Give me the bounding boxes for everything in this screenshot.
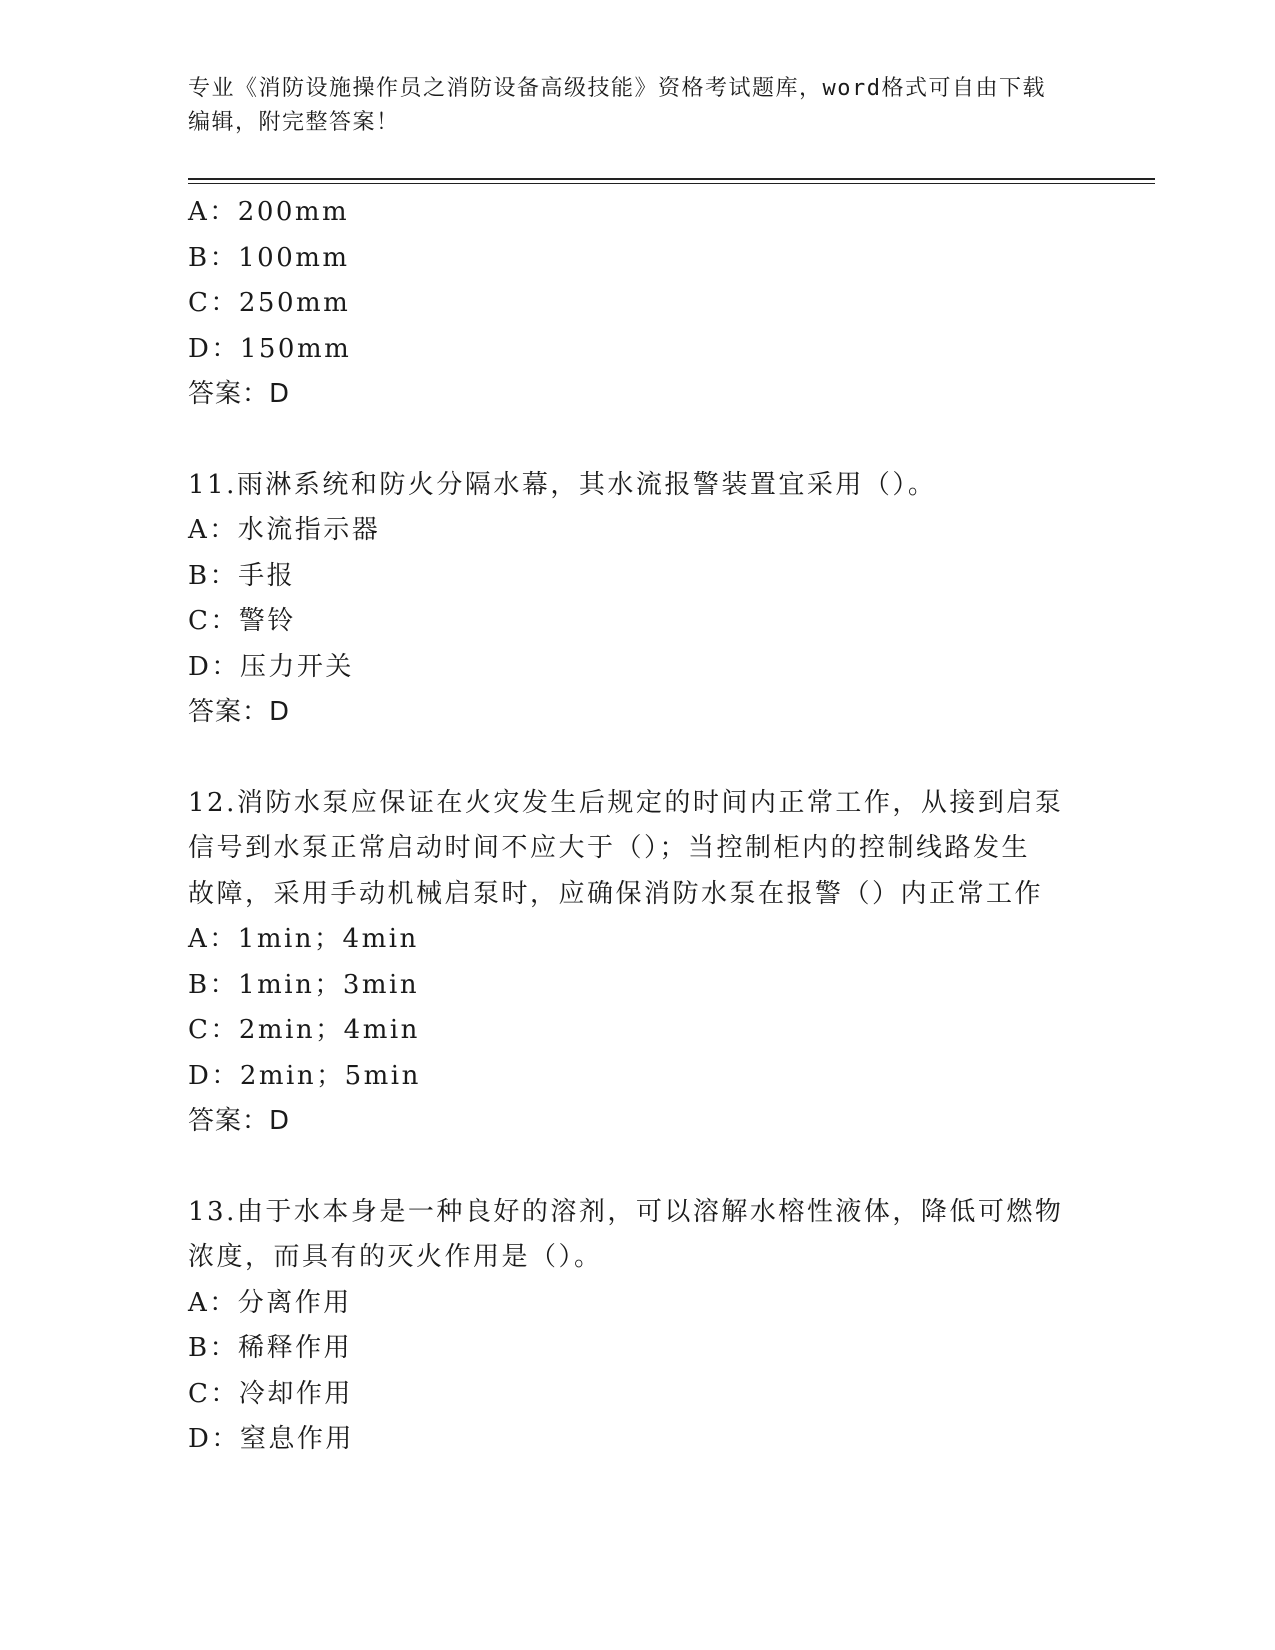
option-b: B：1min；3min [188,969,420,1000]
option-d: D：150mm [188,333,352,364]
option-a: A：水流指示器 [188,515,381,545]
question-11 [188,463,1088,736]
answer: 答案：D [188,379,291,409]
answer: 答案：D [188,697,291,727]
question-stem-line-3: 故障，采用手动机械启泵时，应确保消防水泵在报警（）内正常工作 [188,878,1044,909]
spacer [188,1145,1088,1190]
option-b: B：稀释作用 [188,1333,353,1363]
question-stem: 11.雨淋系统和防火分隔水幕，其水流报警装置宜采用（）。 [188,469,937,500]
spacer [188,736,1088,781]
option-c: C：警铃 [188,606,296,636]
option-c: C：冷却作用 [188,1378,353,1409]
option-d: D：窒息作用 [188,1424,354,1454]
header-divider-thin [188,183,1155,184]
option-b: B：100mm [188,242,350,273]
question-12 [188,781,1088,1145]
option-a: A：分离作用 [188,1287,352,1318]
question-10-continued [188,190,1088,418]
answer: 答案：D [188,1106,291,1136]
question-stem-line-2: 信号到水泵正常启动时间不应大于（）；当控制柜内的控制线路发生 [188,833,1031,863]
document-header: 专业《消防设施操作员之消防设备高级技能》资格考试题库，word格式可自由下载编辑，附完整答案！ [188,76,1046,135]
option-b: B：手报 [188,560,296,591]
option-d: D：2min；5min [188,1060,421,1091]
header-divider-thick [188,178,1155,180]
question-13 [188,1190,1088,1463]
option-d: D：压力开关 [188,651,354,682]
spacer [188,418,1088,463]
option-c: C：2min；4min [188,1015,420,1045]
question-stem-line-1: 13.由于水本身是一种良好的溶剂，可以溶解水榕性液体，降低可燃物 [188,1196,1064,1227]
option-c: C：250mm [188,288,351,318]
option-a: A：1min；4min [188,924,419,954]
question-list [188,190,1088,1463]
question-stem-line-2: 浓度，而具有的灭火作用是（）。 [188,1242,603,1272]
question-stem-line-1: 12.消防水泵应保证在火灾发生后规定的时间内正常工作，从接到启泵 [188,787,1064,818]
option-a: A：200mm [188,197,350,227]
